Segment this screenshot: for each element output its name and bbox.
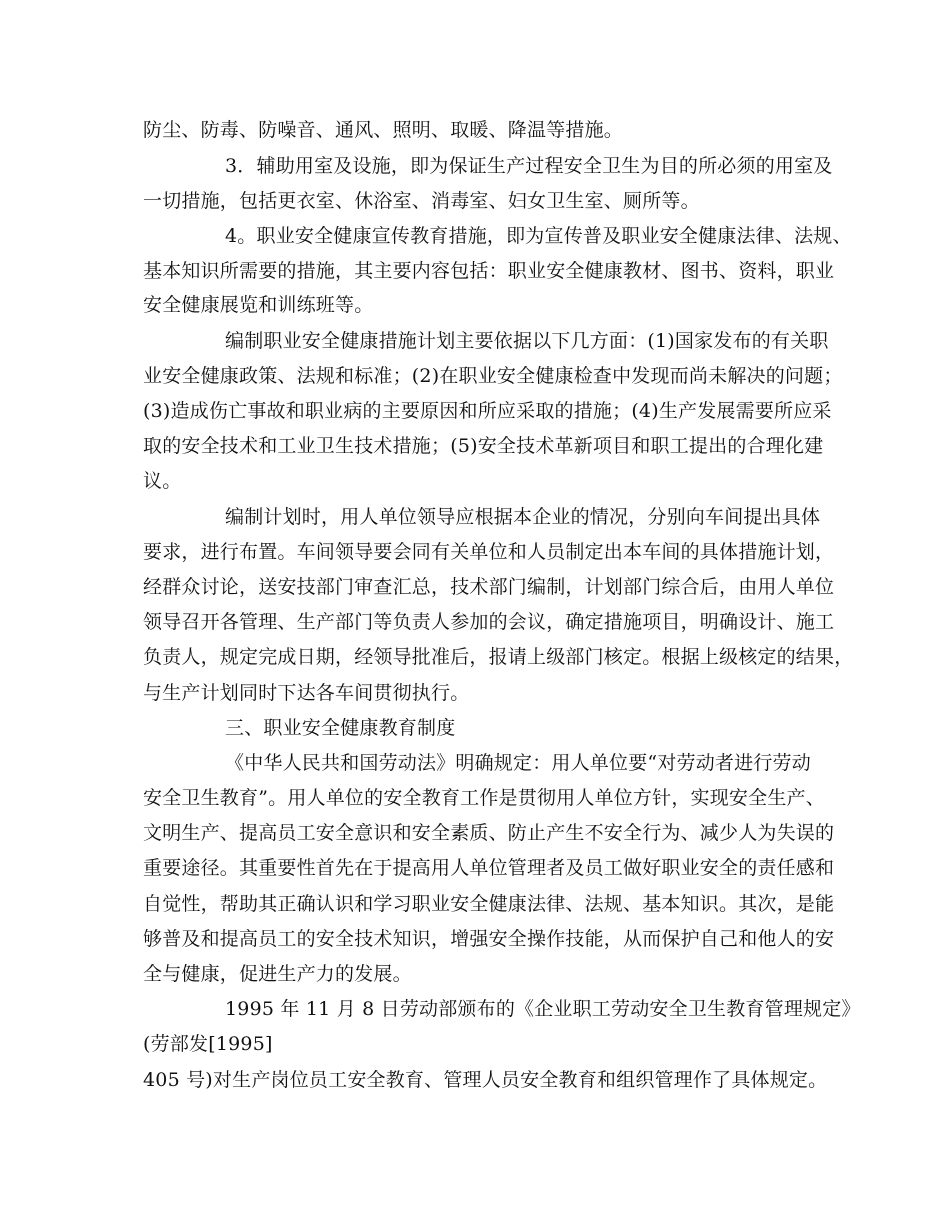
text-line: 编制职业安全健康措施计划主要依据以下几方面：(1)国家发布的有关职 xyxy=(225,330,829,352)
text-line: 文明生产、提高员工安全意识和安全素质、防止产生不安全行为、减少人为失误的 xyxy=(143,822,835,844)
text-line: 全与健康，促进生产力的发展。 xyxy=(143,963,412,985)
text-line: 重要途径。其重要性首先在于提高用人单位管理者及员工做好职业安全的责任感和 xyxy=(143,857,835,879)
text-line: 4。职业安全健康宣传教育措施，即为宣传普及职业安全健康法律、法规、 xyxy=(225,225,852,247)
text-line: 1995 年 11 月 8 日劳动部颁布的《企业职工劳动安全卫生教育管理规定》 xyxy=(225,998,861,1020)
text-line: 安全健康展览和训练班等。 xyxy=(143,294,374,316)
text-line: 够普及和提高员工的安全技术知识，增强安全操作技能，从而保护自己和他人的安 xyxy=(143,928,835,950)
text-line: 编制计划时，用人单位领导应根据本企业的情况，分别向车间提出具体 xyxy=(225,506,821,528)
text-line: 405 号)对生产岗位员工安全教育、管理人员安全教育和组织管理作了具体规定。 xyxy=(143,1069,828,1091)
text-line: 基本知识所需要的措施，其主要内容包括：职业安全健康教材、图书、资料，职业 xyxy=(143,260,835,282)
text-line: 经群众讨论，送安技部门审查汇总，技术部门编制，计划部门综合后，由用人单位 xyxy=(143,576,835,598)
text-line: (劳部发[1995] xyxy=(143,1033,273,1055)
text-line: 业安全健康政策、法规和标准；(2)在职业安全健康检查中发现而尚未解决的问题； xyxy=(143,365,843,387)
text-line: 与生产计划同时下达各车间贯彻执行。 xyxy=(143,682,470,704)
text-line: (3)造成伤亡事故和职业病的主要原因和所应采取的措施；(4)生产发展需要所应采 xyxy=(143,400,832,422)
text-line: 取的安全技术和工业卫生技术措施；(5)安全技术革新项目和职工提出的合理化建 xyxy=(143,435,824,457)
text-line: 自觉性，帮助其正确认识和学习职业安全健康法律、法规、基本知识。其次，是能 xyxy=(143,893,835,915)
text-line: 要求，进行布置。车间领导要会同有关单位和人员制定出本车间的具体措施计划， xyxy=(143,541,835,563)
text-line: 防尘、防毒、防噪音、通风、照明、取暖、降温等措施。 xyxy=(143,119,624,141)
text-line: 一切措施，包括更衣室、休浴室、消毒室、妇女卫生室、厕所等。 xyxy=(143,190,700,212)
text-line: 议。 xyxy=(143,470,182,492)
text-line: 负责人，规定完成日期，经领导批准后，报请上级部门核定。根据上级核定的结果， xyxy=(143,646,854,668)
text-line: 《中华人民共和国劳动法》明确规定：用人单位要“对劳动者进行劳动 xyxy=(225,752,811,774)
text-line: 3．辅助用室及设施，即为保证生产过程安全卫生为目的所必须的用室及 xyxy=(225,155,833,177)
section-heading: 三、职业安全健康教育制度 xyxy=(225,717,456,739)
text-line: 安全卫生教育”。用人单位的安全教育工作是贯彻用人单位方针，实现安全生产、 xyxy=(143,787,825,809)
text-line: 领导召开各管理、生产部门等负责人参加的会议，确定措施项目，明确设计、施工 xyxy=(143,611,835,633)
